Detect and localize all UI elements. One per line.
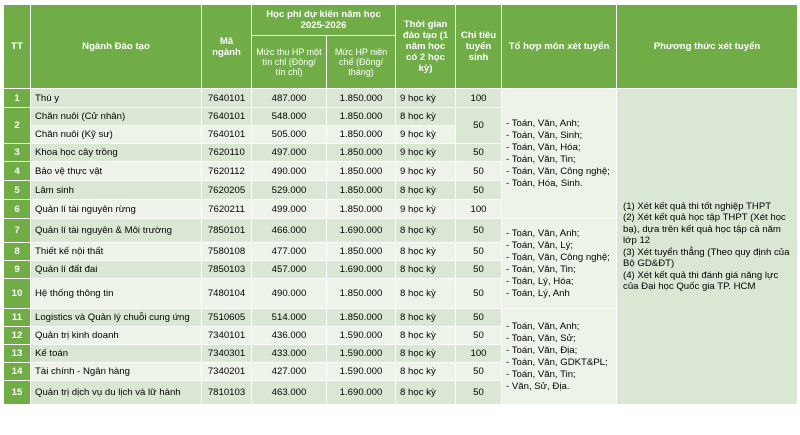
duration: 8 học kỳ (396, 345, 456, 363)
fee-per-credit: 529.000 (252, 181, 327, 200)
quota: 100 (456, 345, 502, 363)
header-fee-annual: Mức HP niên chế (Đồng/ tháng) (327, 36, 396, 89)
major-name: Kế toán (31, 345, 202, 363)
fee-per-credit: 477.000 (252, 243, 327, 261)
combo-item: - Toán, Văn, Sử; (506, 332, 576, 344)
fee-per-credit: 427.000 (252, 363, 327, 381)
subject-combinations (502, 219, 617, 309)
combo-item: - Toán, Văn, Tin; (506, 368, 576, 380)
major-name: Khoa học cây trồng (31, 144, 202, 162)
quota: 50 (456, 309, 502, 327)
method-item: (3) Xét tuyển thẳng (Theo quy định của Bộ GD&ĐT) (623, 246, 790, 269)
row-number: 6 (4, 200, 31, 219)
major-code: 7340301 (202, 345, 252, 363)
major-name: Quản lí đất đai (31, 261, 202, 279)
header-code: Mã ngành (202, 5, 252, 89)
header-methods: Phương thức xét tuyển (617, 5, 798, 89)
combo-item: - Toán, Lý, Anh (506, 287, 570, 299)
major-name: Quản lí tài nguyên & Môi trường (31, 219, 202, 243)
row-number: 4 (4, 162, 31, 181)
fee-per-credit: 487.000 (252, 89, 327, 108)
combo-item: - Toán, Văn, Anh; (506, 227, 580, 239)
method-item: (2) Xét kết quả học tập THPT (Xét học bạ), dựa trên kết quả học tập cả năm lớp 12 (623, 212, 786, 246)
row-number: 9 (4, 261, 31, 279)
combo-item: - Toán, Lý, Hóa; (506, 275, 574, 287)
combo-item: - Toán, Văn, Lý; (506, 239, 574, 251)
major-name: Thú y (31, 89, 202, 108)
table-body (4, 89, 798, 405)
combo-item: - Toán, Văn, Tin; (506, 263, 576, 275)
quota: 50 (456, 363, 502, 381)
quota: 50 (456, 144, 502, 162)
method-item: (1) Xét kết quả thi tốt nghiệp THPT (623, 200, 772, 212)
quota: 50 (456, 181, 502, 200)
method-item: (4) Xét kết quả thi đánh giá năng lực của Đại học Quốc gia TP. HCM (623, 269, 779, 292)
header-duration: Thời gian đào tạo (1 năm học có 2 học kỳ) (396, 5, 456, 89)
table-header (4, 5, 798, 89)
duration: 8 học kỳ (396, 363, 456, 381)
row-number: 7 (4, 219, 31, 243)
combo-item: - Toán, Văn, Hóa; (506, 141, 581, 153)
quota: 50 (456, 243, 502, 261)
major-code: 7480104 (202, 279, 252, 309)
header-quota: Chỉ tiêu tuyển sinh (456, 5, 502, 89)
fee-annual: 1.850.000 (327, 181, 396, 200)
major-code: 7640101 (202, 89, 252, 108)
fee-per-credit: 457.000 (252, 261, 327, 279)
header-major: Ngành Đào tạo (31, 5, 202, 89)
fee-annual: 1.850.000 (327, 108, 396, 126)
fee-per-credit: 497.000 (252, 144, 327, 162)
combo-item: - Toán, Văn, Anh; (506, 117, 580, 129)
duration: 8 học kỳ (396, 327, 456, 345)
row-number: 1 (4, 89, 31, 108)
duration: 8 học kỳ (396, 381, 456, 405)
combo-item: - Toán, Văn, Anh; (506, 320, 580, 332)
fee-annual: 1.590.000 (327, 327, 396, 345)
major-code: 7810103 (202, 381, 252, 405)
header-tt: TT (4, 5, 31, 89)
major-code: 7620205 (202, 181, 252, 200)
admission-methods (617, 89, 798, 405)
table-row (4, 89, 798, 108)
header-fee-credit: Mức thu HP một tín chỉ (Đồng/ tín chỉ) (252, 36, 327, 89)
major-name: Thiết kế nội thất (31, 243, 202, 261)
duration: 9 học kỳ (396, 200, 456, 219)
fee-annual: 1.850.000 (327, 309, 396, 327)
quota: 50 (456, 162, 502, 181)
major-name: Logistics và Quản lý chuỗi cung ứng (31, 309, 202, 327)
admission-table-container (3, 4, 797, 431)
duration: 8 học kỳ (396, 181, 456, 200)
duration: 8 học kỳ (396, 309, 456, 327)
combo-item: - Toán, Văn, Công nghệ; (506, 251, 610, 263)
major-code: 7850103 (202, 261, 252, 279)
quota: 100 (456, 89, 502, 108)
subject-combinations (502, 309, 617, 405)
duration: 9 học kỳ (396, 144, 456, 162)
fee-annual: 1.850.000 (327, 162, 396, 181)
fee-per-credit: 466.000 (252, 219, 327, 243)
combo-item: - Toán, Văn, Công nghệ; (506, 165, 610, 177)
row-number: 8 (4, 243, 31, 261)
fee-annual: 1.590.000 (327, 363, 396, 381)
fee-per-credit: 499.000 (252, 200, 327, 219)
row-number: 11 (4, 309, 31, 327)
row-number: 3 (4, 144, 31, 162)
row-number: 12 (4, 327, 31, 345)
major-name: Hệ thống thông tin (31, 279, 202, 309)
fee-annual: 1.850.000 (327, 144, 396, 162)
major-code: 7620112 (202, 162, 252, 181)
duration: 9 học kỳ (396, 89, 456, 108)
row-number: 5 (4, 181, 31, 200)
fee-annual: 1.850.000 (327, 89, 396, 108)
duration: 8 học kỳ (396, 261, 456, 279)
major-code: 7620110 (202, 144, 252, 162)
header-combos: Tổ hợp môn xét tuyển (502, 5, 617, 89)
fee-annual: 1.590.000 (327, 345, 396, 363)
combo-item: - Toán, Văn, Địa; (506, 344, 578, 356)
fee-per-credit: 436.000 (252, 327, 327, 345)
fee-annual: 1.850.000 (327, 126, 396, 144)
quota: 100 (456, 200, 502, 219)
combo-item: - Toán, Văn, GDKT&PL; (506, 356, 608, 368)
fee-per-credit: 548.000 (252, 108, 327, 126)
major-name: Tài chính - Ngân hàng (31, 363, 202, 381)
duration: 9 học kỳ (396, 162, 456, 181)
major-code: 7340101 (202, 327, 252, 345)
major-name: Quản trị kinh doanh (31, 327, 202, 345)
subject-combinations (502, 89, 617, 219)
combo-item: - Toán, Hóa, Sinh. (506, 177, 583, 189)
fee-annual: 1.690.000 (327, 261, 396, 279)
major-code: 7580108 (202, 243, 252, 261)
duration: 8 học kỳ (396, 279, 456, 309)
duration: 8 học kỳ (396, 243, 456, 261)
major-name: Chăn nuôi (Kỹ sư) (31, 126, 202, 144)
major-code: 7850101 (202, 219, 252, 243)
duration: 9 học kỳ (396, 126, 456, 144)
fee-per-credit: 514.000 (252, 309, 327, 327)
major-code: 7640101 (202, 108, 252, 126)
row-number: 13 (4, 345, 31, 363)
major-name: Quản lí tài nguyên rừng (31, 200, 202, 219)
quota: 50 (456, 261, 502, 279)
fee-annual: 1.850.000 (327, 279, 396, 309)
admission-table (3, 4, 798, 405)
fee-per-credit: 505.000 (252, 126, 327, 144)
fee-per-credit: 433.000 (252, 345, 327, 363)
combo-item: - Toán, Văn, Sinh; (506, 129, 583, 141)
row-number: 2 (4, 108, 31, 144)
fee-per-credit: 490.000 (252, 279, 327, 309)
major-code: 7620211 (202, 200, 252, 219)
quota: 50 (456, 279, 502, 309)
major-name: Bảo vệ thực vật (31, 162, 202, 181)
row-number: 10 (4, 279, 31, 309)
row-number: 15 (4, 381, 31, 405)
major-name: Lâm sinh (31, 181, 202, 200)
major-code: 7510605 (202, 309, 252, 327)
fee-per-credit: 463.000 (252, 381, 327, 405)
combo-item: - Văn, Sử, Địa. (506, 380, 570, 392)
major-name: Chăn nuôi (Cử nhân) (31, 108, 202, 126)
quota: 50 (456, 219, 502, 243)
row-number: 14 (4, 363, 31, 381)
quota: 50 (456, 327, 502, 345)
quota: 50 (456, 381, 502, 405)
fee-annual: 1.850.000 (327, 243, 396, 261)
header-fee-group: Học phí dự kiến năm học 2025-2026 (252, 5, 396, 36)
quota: 50 (456, 108, 502, 144)
major-code: 7340201 (202, 363, 252, 381)
major-name: Quản trị dịch vụ du lịch và lữ hành (31, 381, 202, 405)
fee-annual: 1.690.000 (327, 219, 396, 243)
fee-per-credit: 490.000 (252, 162, 327, 181)
fee-annual: 1.850.000 (327, 200, 396, 219)
fee-annual: 1.690.000 (327, 381, 396, 405)
duration: 8 học kỳ (396, 219, 456, 243)
major-code: 7640101 (202, 126, 252, 144)
combo-item: - Toán, Văn, Tin; (506, 153, 576, 165)
duration: 8 học kỳ (396, 108, 456, 126)
